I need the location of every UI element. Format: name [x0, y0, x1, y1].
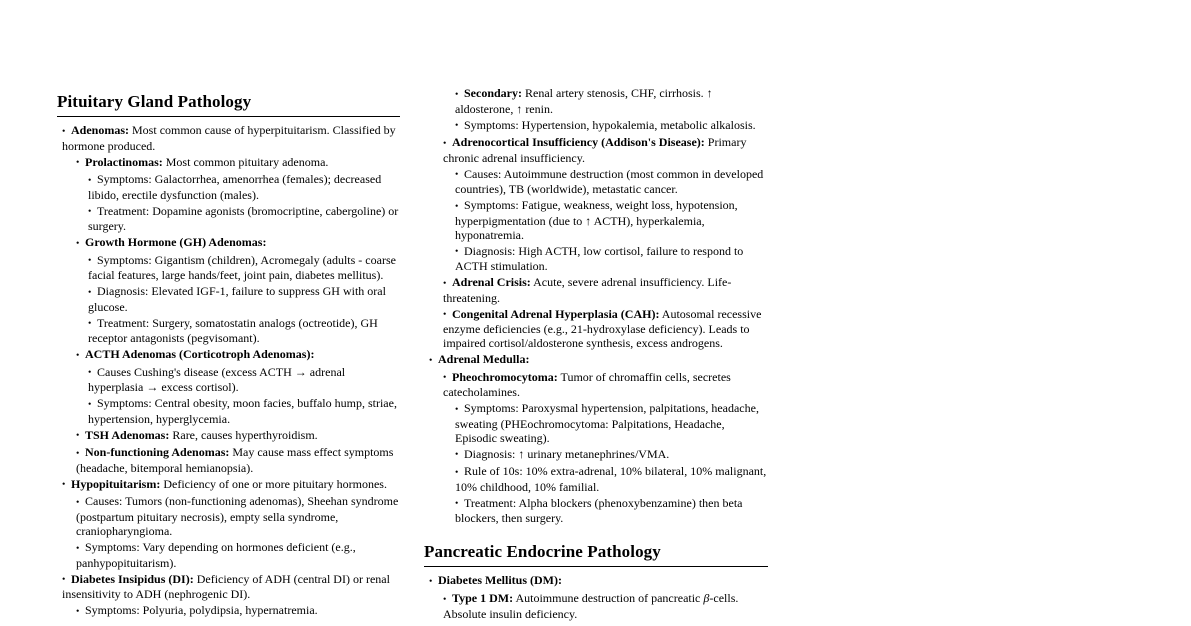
item-term: Secondary: [464, 86, 522, 100]
item-term: Non-functioning Adenomas: [85, 445, 230, 460]
list-item: • Adenomas: Most common cause of hyperpituitarism. Classified by hormone produced. [62, 123, 396, 153]
bullet-marker: • [443, 278, 447, 289]
bullet-marker: • [88, 207, 92, 218]
bullet-marker: • [76, 350, 80, 361]
list-item: • Pheochromocytoma: Tumor of chromaffin cells, secretes catecholamines. [443, 369, 731, 400]
list-item: • Symptoms: Vary depending on hormones deficient (e.g., panhypopituitarism). [76, 539, 356, 570]
bullet-marker: • [443, 373, 447, 384]
bullet-marker: • [455, 201, 459, 212]
item-term: TSH Adenomas: [85, 427, 170, 442]
bullet-marker: • [62, 480, 66, 491]
bullet-marker: • [76, 543, 80, 554]
list-item: • Symptoms: Central obesity, moon facies, buffalo hump, striae, hypertension, hyperglycemia. [88, 396, 397, 426]
bullet-marker: • [88, 399, 92, 410]
bullet-marker: • [76, 238, 80, 249]
list-item: • Type 1 DM: Autoimmune destruction of pancreatic β-cells. Absolute insulin deficiency. [443, 590, 739, 621]
list-item: • Causes: Tumors (non-functioning adenomas), Sheehan syndrome (postpartum pituitary necrosis), empty sella syndrome, craniopharyngioma. [76, 494, 399, 538]
bullet-marker: • [443, 594, 447, 605]
bullet-marker: • [76, 448, 80, 459]
bullet-marker: • [76, 606, 80, 617]
pancreatic-heading-block [424, 542, 768, 567]
list-item: • Causes Cushing's disease (excess ACTH → adrenal hyperplasia → excess cortisol). [88, 364, 346, 395]
bullet-marker: • [455, 404, 459, 415]
section-rule-pituitary [57, 116, 400, 117]
item-term: Adrenal Crisis: [452, 275, 531, 290]
list-item [57, 347, 400, 363]
section-heading-pituitary: Pituitary Gland Pathology [57, 92, 252, 111]
item-term: Adenomas: [71, 123, 130, 137]
bullet-marker: • [88, 287, 92, 298]
right-column-list-bottom [424, 573, 768, 620]
list-item [57, 235, 400, 251]
list-item: • Symptoms: Galactorrhea, amenorrhea (females); decreased libido, erectile dysfunction (males). [88, 172, 382, 202]
list-item: • Treatment: Surgery, somatostatin analogs (octreotide), GH receptor antagonists (pegvisomant). [88, 315, 378, 346]
item-term: Growth Hormone (GH) Adenomas: [85, 235, 267, 250]
list-item: • Prolactinomas: Most common pituitary adenoma. [76, 154, 329, 169]
item-term: Hypopituitarism: [71, 476, 161, 491]
bullet-marker: • [76, 158, 80, 169]
left-column [57, 92, 400, 619]
list-item: • Causes: Autoimmune destruction (most common in developed countries), TB (worldwide), metastatic cancer. [455, 166, 764, 197]
bullet-marker: • [88, 368, 92, 379]
bullet-marker: • [62, 575, 66, 586]
bullet-marker: • [429, 355, 433, 366]
list-item [424, 573, 768, 589]
list-item: • Diagnosis: High ACTH, low cortisol, failure to respond to ACTH stimulation. [455, 243, 744, 274]
bullet-marker: • [455, 170, 459, 181]
bullet-marker: • [443, 138, 447, 149]
list-item: • Congenital Adrenal Hyperplasia (CAH): Autosomal recessive enzyme deficiencies (e.g., 21-hydroxylase deficiency). Leads to impaired cortisol/aldosterone synthesis, excess androgens. [443, 306, 762, 351]
bullet-marker: • [429, 576, 433, 587]
bullet-marker: • [76, 431, 80, 442]
list-item: • Adrenocortical Insufficiency (Addison's Disease): Primary chronic adrenal insufficiency. [443, 135, 747, 165]
bullet-marker: • [455, 121, 459, 132]
list-item: • Symptoms: Fatigue, weakness, weight loss, hypotension, hyperpigmentation (due to ↑ ACTH), hyperkalemia, hyponatremia. [455, 198, 738, 242]
item-term: Adrenocortical Insufficiency (Addison's Disease): [452, 135, 705, 150]
left-column-list [57, 123, 400, 619]
bullet-marker: • [455, 450, 459, 461]
list-item: • Rule of 10s: 10% extra-adrenal, 10% bilateral, 10% malignant, 10% childhood, 10% familial. [455, 464, 767, 494]
bullet-marker: • [76, 497, 80, 508]
list-item: • Adrenal Crisis: Acute, severe adrenal insufficiency. Life-threatening. [443, 275, 732, 305]
item-term: Congenital Adrenal Hyperplasia (CAH): [452, 306, 660, 321]
list-item: • Non-functioning Adenomas: May cause mass effect symptoms (headache, bitemporal hemianopsia). [76, 445, 394, 475]
bullet-marker: • [88, 319, 92, 330]
section-rule-pancreatic [424, 566, 768, 567]
item-term: Type 1 DM: [452, 590, 514, 605]
item-term: ACTH Adenomas (Corticotroph Adenomas): [85, 347, 315, 362]
list-item: • Treatment: Dopamine agonists (bromocriptine, cabergoline) or surgery. [88, 203, 399, 234]
bullet-marker: • [455, 247, 459, 258]
bullet-marker: • [455, 467, 459, 478]
item-term: Prolactinomas: [85, 154, 163, 169]
list-item: • Symptoms: Polyuria, polydipsia, hypernatremia. [76, 603, 318, 618]
section-heading-pancreatic: Pancreatic Endocrine Pathology [424, 542, 661, 562]
list-item: • Symptoms: Gigantism (children), Acromegaly (adults - coarse facial features, large hands/feet, joint pain, diabetes mellitus). [88, 252, 396, 283]
list-item: • Diagnosis: ↑ urinary metanephrines/VMA. [455, 446, 670, 461]
list-item: • Diabetes Insipidus (DI): Deficiency of ADH (central DI) or renal insensitivity to ADH (nephrogenic DI). [62, 571, 390, 602]
bullet-marker: • [88, 175, 92, 186]
list-item: • TSH Adenomas: Rare, causes hyperthyroidism. [76, 427, 318, 442]
right-column [424, 80, 768, 621]
bullet-marker: • [88, 256, 92, 267]
item-term: Diabetes Mellitus (DM): [438, 573, 562, 588]
bullet-marker: • [443, 310, 447, 321]
bullet-marker: • [455, 499, 459, 510]
list-item: • Treatment: Alpha blockers (phenoxybenzamine) then beta blockers, then surgery. [455, 495, 743, 526]
list-item: • Diagnosis: Elevated IGF-1, failure to suppress GH with oral glucose. [88, 284, 386, 314]
bullet-marker: • [62, 126, 66, 137]
item-term: Diabetes Insipidus (DI): [71, 571, 194, 586]
right-column-list-top [424, 86, 768, 525]
item-term: Adrenal Medulla: [438, 352, 530, 367]
list-item [424, 352, 768, 368]
list-item: • Symptoms: Paroxysmal hypertension, palpitations, headache, sweating (PHEochromocytoma: Palpitations, Headache, Episodic sweating). [455, 401, 759, 445]
item-term: Pheochromocytoma: [452, 369, 558, 384]
list-item: • Secondary: Renal artery stenosis, CHF, cirrhosis. ↑ aldosterone, ↑ renin. [455, 86, 713, 116]
list-item: • Symptoms: Hypertension, hypokalemia, metabolic alkalosis. [455, 117, 756, 132]
list-item: • Hypopituitarism: Deficiency of one or more pituitary hormones. [62, 476, 387, 491]
bullet-marker: • [455, 89, 459, 100]
